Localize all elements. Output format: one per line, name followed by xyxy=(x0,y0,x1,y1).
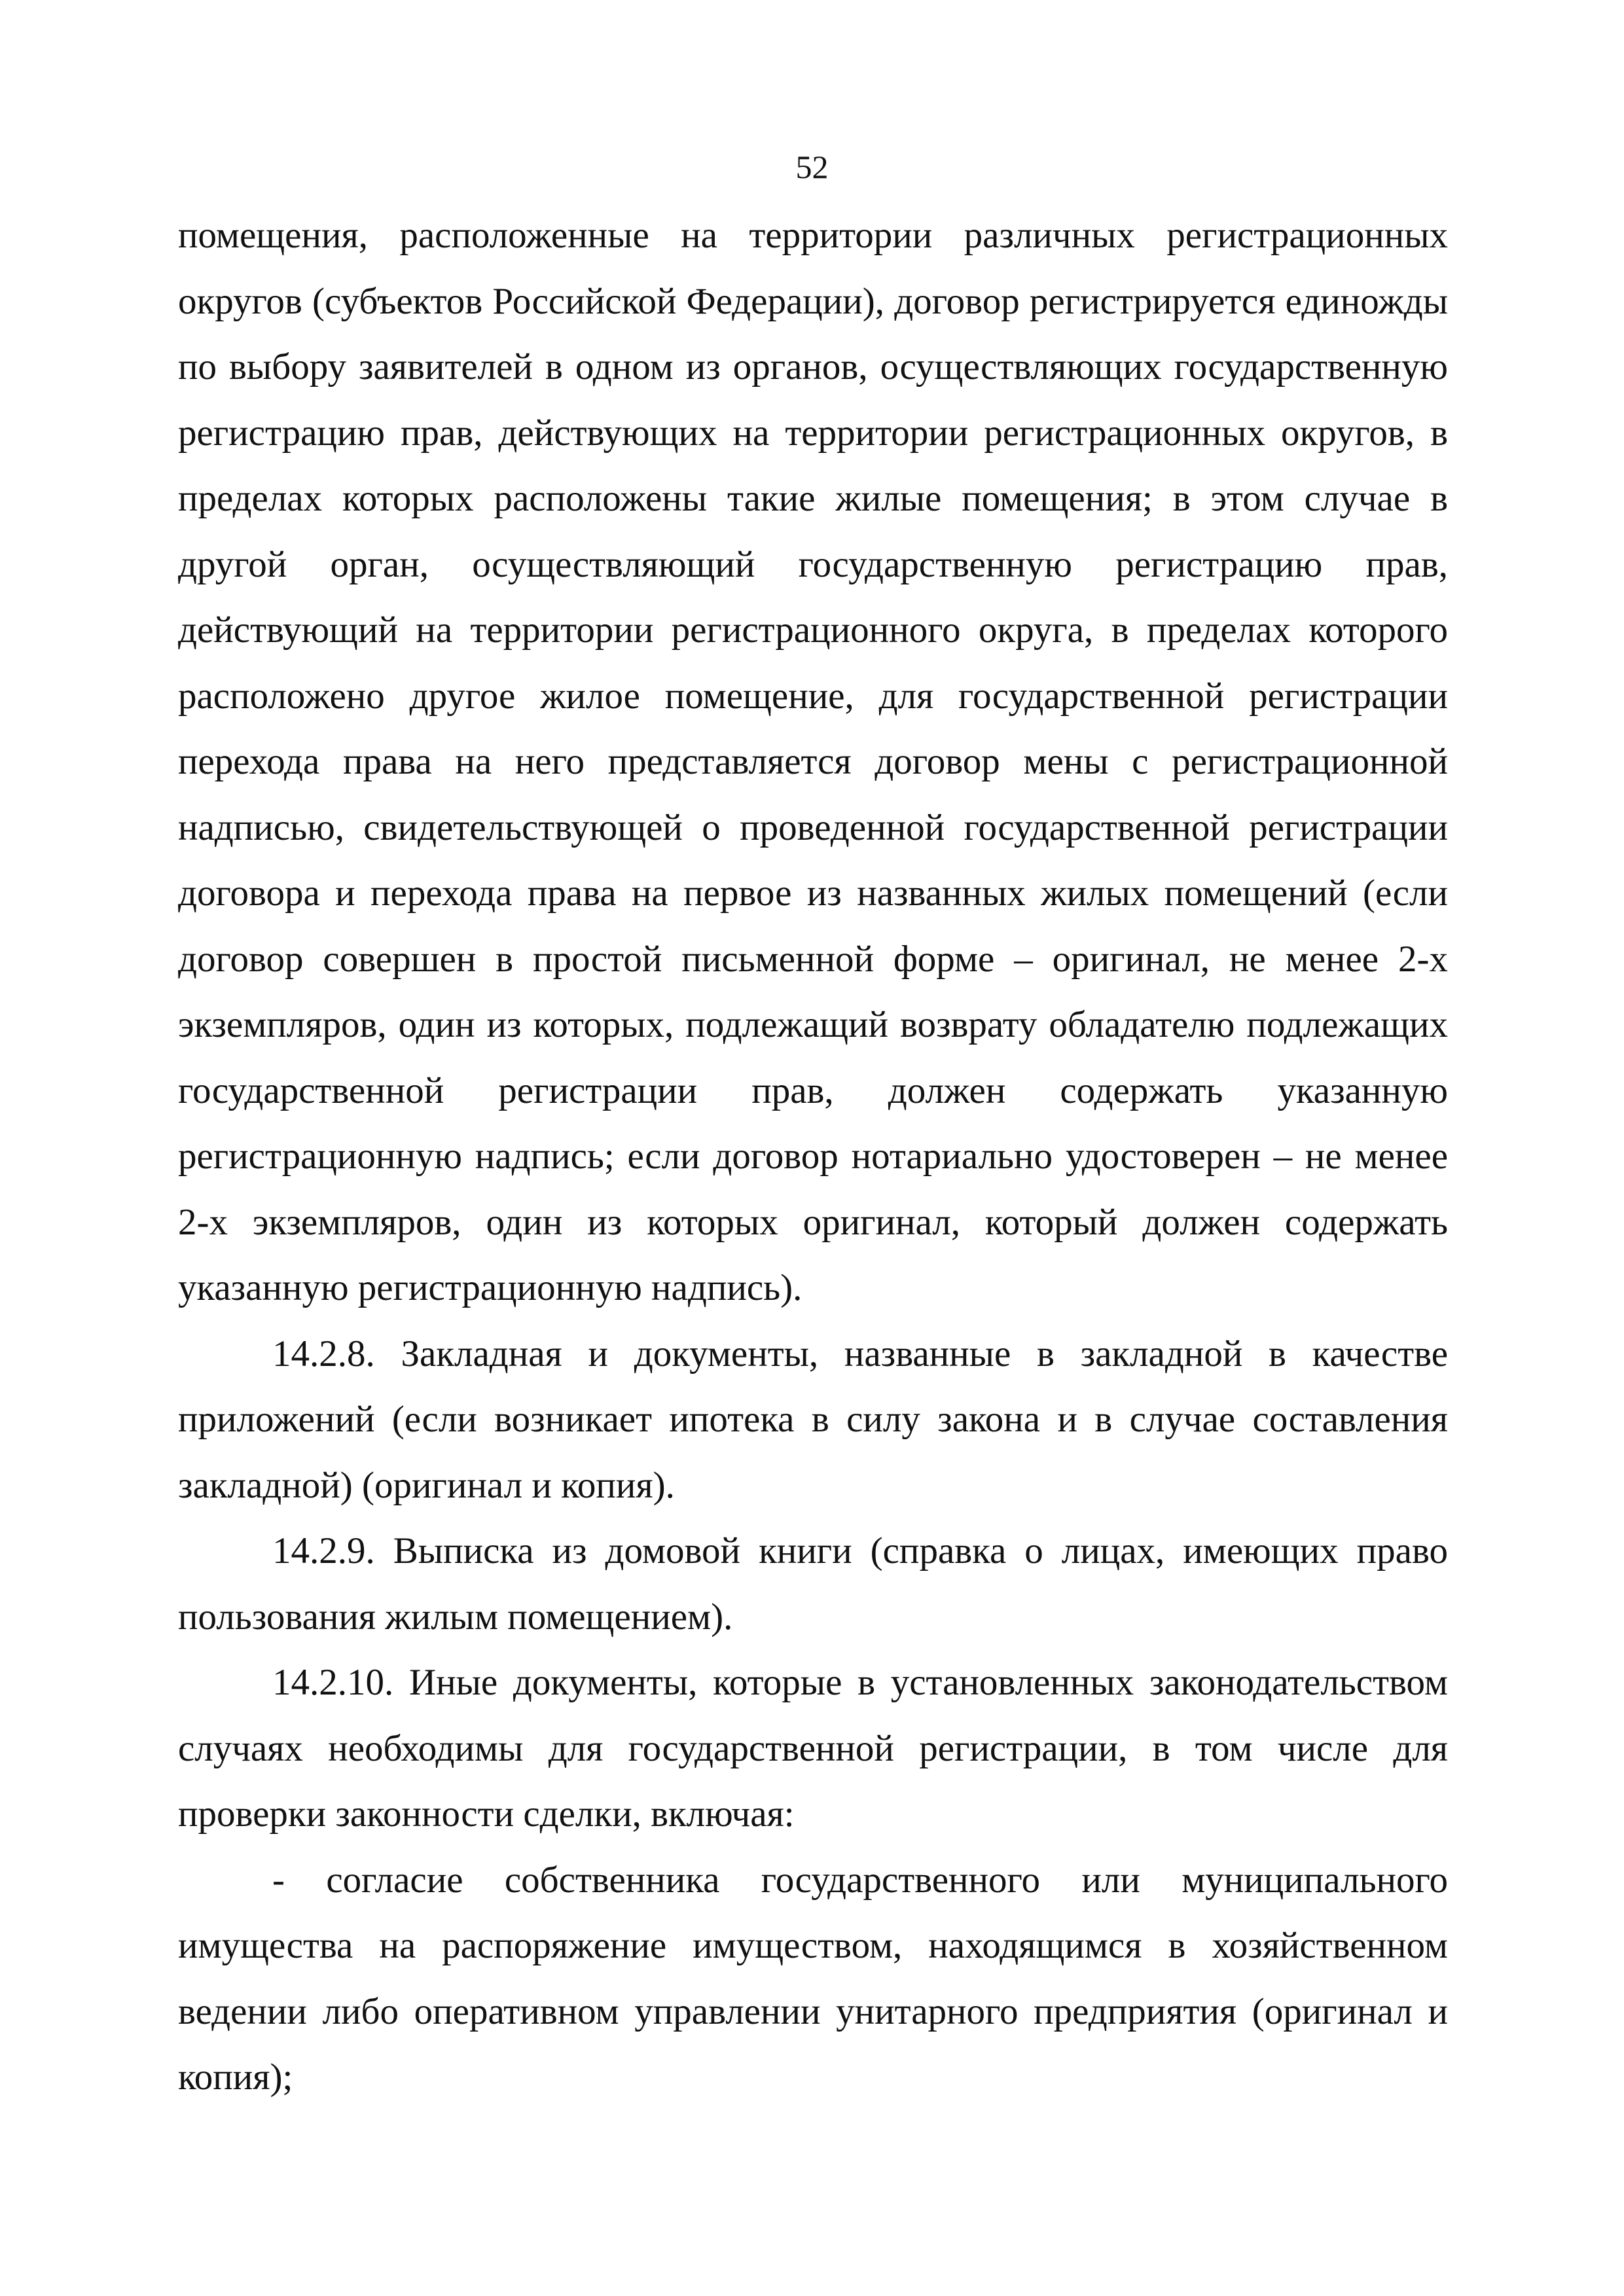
paragraph-14-2-8: 14.2.8. Закладная и документы, названные в закладной в качестве приложений (если возникает ипотека в силу закона и в случае составления закладной) (оригинал и копия). xyxy=(178,1333,1448,1506)
paragraph-14-2-9: 14.2.9. Выписка из домовой книги (справка о лицах, имеющих право пользования жилым помещением). xyxy=(178,1530,1448,1638)
list-item-owner-consent: - согласие собственника государственного или муниципального имущества на распоряжение имуществом, находящимся в хозяйственном ведении либо оперативном управлении унитарного предприятия (оригинал и копия); xyxy=(178,1859,1448,2098)
document-body xyxy=(178,203,1448,2111)
paragraph-14-2-10: 14.2.10. Иные документы, которые в установленных законодательством случаях необходимы для государственной регистрации, в том числе для проверки законности сделки, включая: xyxy=(178,1662,1448,1835)
page-number: 52 xyxy=(795,149,829,185)
paragraph-continuation: помещения, расположенные на территории различных регистрационных округов (субъектов Российской Федерации), договор регистрируется единожды по выбору заявителей в одном из органов, осуществляющих государственную регистрацию прав, действующих на территории регистрационных округов, в пределах которых расположены такие жилые помещения; в этом случае в другой орган, осуществляющий государственную регистрацию прав, действующий на территории регистрационного округа, в пределах которого расположено другое жилое помещение, для государственной регистрации перехода права на него представляется договор мены с регистрационной надписью, свидетельствующей о проведенной государственной регистрации договора и перехода права на первое из названных жилых помещений (если договор совершен в простой письменной форме – оригинал, не менее 2-х экземпляров, один из которых, подлежащий возврату обладателю подлежащих государственной регистрации прав, должен содержать указанную регистрационную надпись; если договор нотариально удостоверен – не менее 2-х экземпляров, один из которых оригинал, который должен содержать указанную регистрационную надпись). xyxy=(178,215,1448,1308)
